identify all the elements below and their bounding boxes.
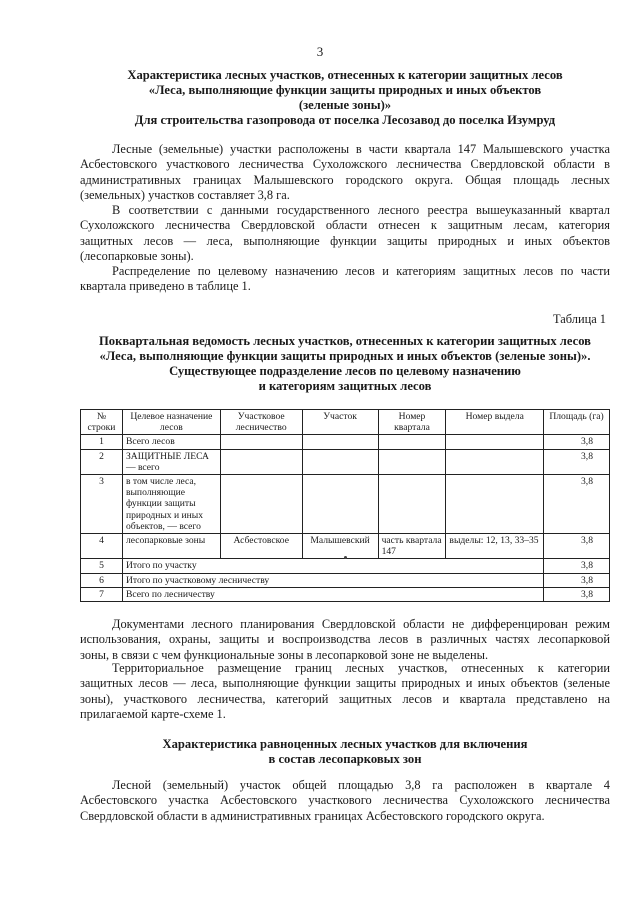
heading-line: Для строительства газопровода от поселка Лесозавод до поселка Изумруд [134,113,556,127]
intro-paragraph-2 [80,203,610,264]
heading-line: Характеристика лесных участков, отнесенных к категории защитных лесов [127,68,563,82]
table-title [80,334,610,394]
section-heading-1 [80,68,610,128]
cell-purpose: Всего лесов [122,435,220,449]
cell-vydel: выделы: 12, 13, 33–35 [446,534,544,559]
col-header-purpose: Целевое назначение лесов [122,410,220,435]
text-line: защитных лесов — леса, выполняющие функции защиты природных и иных объектов [80,233,610,248]
heading-line: «Леса, выполняющие функции защиты природных и иных объектов [148,83,542,97]
heading-line: в состав лесопарковых зон [268,752,422,766]
table-row [81,559,610,573]
text-line: квартала приведено в таблице 1. [80,279,251,294]
text-line: зоны, в связи с чем функциональные зоны в лесопарковой зоне не выделены. [80,647,489,662]
cell-plot [302,435,378,449]
cell-row-number: 5 [81,559,123,573]
cell-row-number: 7 [81,587,123,601]
col-header-quarter: Номер квартала [378,410,446,435]
cell-row-number: 4 [81,534,123,559]
cell-area: 3,8 [544,587,610,601]
cell-row-number: 3 [81,475,123,534]
table-title-line: «Леса, выполняющие функции защиты природных и иных объектов (зеленые зоны)». [99,349,591,363]
cell-area: 3,8 [544,559,610,573]
cell-area: 3,8 [544,534,610,559]
text-line: Лесные (земельные) участки расположены в части квартала 147 Малышевского участка [112,142,610,156]
table-header-row [81,410,610,435]
cell-purpose: Итого по участковому лесничеству [122,573,543,587]
heading-line: Характеристика равноценных лесных участков для включения [162,737,528,751]
intro-paragraph-3 [80,264,610,295]
cell-quarter [378,435,446,449]
forest-plots-table [80,409,610,602]
text-line: (лесопарковые зоны). [80,248,194,263]
table-caption: Таблица 1 [553,312,606,326]
cell-plot [302,475,378,534]
cell-forestry [220,475,302,534]
after-paragraph-2 [80,661,610,722]
cell-vydel [446,449,544,474]
text-line: Сухоложского лесничества Свердловской области отнесен к защитным лесам, категория [80,218,610,233]
text-line: использования, охраны, защиты и воспроизводства лесов в различных частях лесопарковой [80,632,610,647]
cell-area: 3,8 [544,573,610,587]
page-number: 3 [316,44,324,59]
cell-area: 3,8 [544,475,610,534]
cell-vydel [446,475,544,534]
heading-line: (зеленые зоны)» [298,98,392,112]
table-title-line: Существующее подразделение лесов по целевому назначению [169,364,521,378]
table-row [81,475,610,534]
cell-row-number: 6 [81,573,123,587]
col-header-area: Площадь (га) [544,410,610,435]
table-row [81,573,610,587]
cell-area: 3,8 [544,435,610,449]
cell-area: 3,8 [544,449,610,474]
after-paragraph-1 [80,617,610,663]
intro-paragraph-1 [80,142,610,203]
cell-quarter [378,475,446,534]
col-header-plot: Участок [302,410,378,435]
final-paragraph [80,778,610,824]
table-row [81,449,610,474]
text-line: Асбестовского участкового лесничества Сухоложского лесничества Свердловской области в [80,157,610,172]
text-line: прилагаемой карте-схеме 1. [80,706,226,721]
text-line: Документами лесного планирования Свердловской области не дифференцирован режим [112,617,610,631]
cell-purpose: ЗАЩИТНЫЕ ЛЕСА — всего [122,449,220,474]
table-row [81,435,610,449]
cell-plot [302,449,378,474]
text-line: Асбестовского участка Асбестовского участкового лесничества Сухоложского лесничества [80,793,610,808]
cell-quarter: часть квартала 147 [378,534,446,559]
table-title-line: Поквартальная ведомость лесных участков, отнесенных к категории защитных лесов [99,334,591,348]
cell-purpose: в том числе леса, выполняющие функции защиты природных и иных объектов, — всего [122,475,220,534]
text-line: В соответствии с данными государственного лесного реестра вышеуказанный квартал [112,203,610,217]
text-line: административных границах Малышевского городского округа. Общая площадь лесных [80,172,610,187]
cell-purpose: лесопарковые зоны [122,534,220,559]
cell-quarter [378,449,446,474]
cell-purpose: Всего по лесничеству [122,587,543,601]
text-line: (земельных) участков составляет 3,8 га. [80,187,290,202]
cell-purpose: Итого по участку [122,559,543,573]
table-title-line: и категориям защитных лесов [258,379,432,393]
scan-speck [344,556,347,559]
section-heading-2 [80,737,610,767]
table-row [81,587,610,601]
text-line: Лесной (земельный) участок общей площадью 3,8 га расположен в квартале 4 [112,778,610,792]
text-line: зоны), участкового лесничества, категорий защитных лесов и квартала представлено на [80,691,610,706]
cell-vydel [446,435,544,449]
col-header-vydel: Номер выдела [446,410,544,435]
cell-forestry [220,449,302,474]
cell-row-number: 1 [81,435,123,449]
text-line: Распределение по целевому назначению лесов и категориям защитных лесов по части [112,264,610,278]
cell-plot: Малышевский [302,534,378,559]
cell-forestry: Асбестовское [220,534,302,559]
col-header-row-number: № строки [81,410,123,435]
col-header-forestry: Участковое лесничество [220,410,302,435]
text-line: Территориальное размещение границ лесных участков, отнесенных к категории [112,661,610,675]
text-line: Свердловской области в административных границах Асбестовского городского округа. [80,808,545,823]
cell-forestry [220,435,302,449]
cell-row-number: 2 [81,449,123,474]
text-line: защитных лесов — леса, выполняющие функции защиты природных и иных объектов (зеленые [80,676,610,691]
